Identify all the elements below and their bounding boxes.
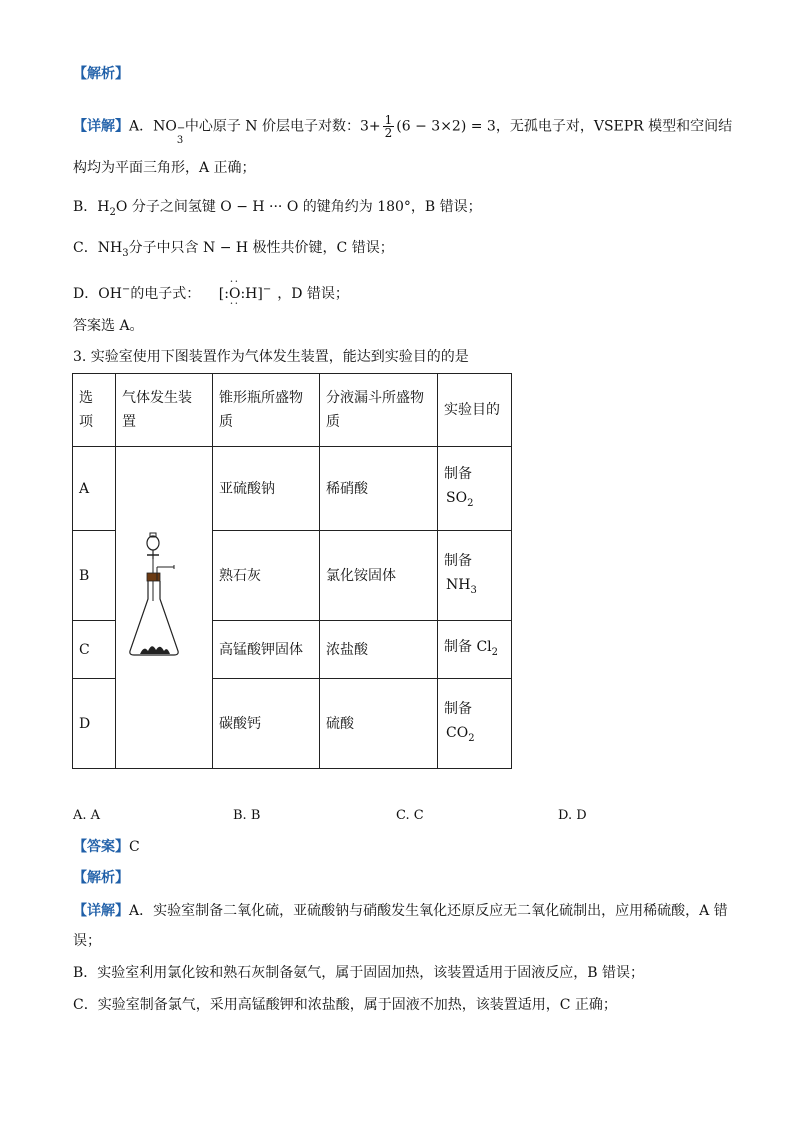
- table-row: [73, 447, 512, 531]
- water-h: H: [97, 199, 110, 215]
- hydroxide-charge: −: [121, 284, 131, 295]
- choice-d[interactable]: D. D: [558, 808, 587, 823]
- option-b-prefix: B．: [73, 199, 98, 215]
- detail-option-c: [73, 238, 394, 264]
- row-option: D: [73, 679, 116, 769]
- detail3-option-b: B．实验室利用氯化铵和熟石灰制备氨气，属于固固加热，该装置适用于固液反应，B 错误；: [73, 965, 645, 981]
- answer-heading: 【答案】: [73, 839, 129, 855]
- header-funnel: 分液漏斗所盛物 质: [320, 374, 438, 447]
- table-header-row: [73, 374, 512, 447]
- answer-statement: 答案选 A。: [73, 318, 144, 334]
- formula-oxygen: •• O ••: [229, 284, 240, 304]
- option-b-text: O 分子之间氢键 O − H ··· O 的键角约为 180°，B 错误；: [115, 199, 482, 215]
- formula-charge: −: [262, 284, 272, 295]
- answer-value: C: [129, 839, 140, 855]
- fraction-numerator: 1: [384, 113, 393, 127]
- analysis-heading: 【解析】: [73, 66, 129, 82]
- analysis-heading-2: 【解析】: [73, 870, 129, 886]
- detail3-option-a-continued: 误；: [73, 933, 101, 949]
- flask-apparatus-image: [116, 529, 212, 679]
- device-cell: [116, 447, 213, 769]
- electron-formula: [219, 286, 271, 302]
- choice-a[interactable]: A. A: [73, 808, 101, 823]
- formula-open: [:: [218, 286, 229, 302]
- formula-close: :H]: [240, 286, 263, 302]
- question-table: [72, 373, 512, 769]
- nitrate-charge: −: [176, 122, 186, 134]
- row-flask: 亚硫酸钠: [213, 447, 320, 531]
- row-flask: 碳酸钙: [213, 679, 320, 769]
- option-c-text: 分子中只含 N − H 极性共价键，C 错误；: [128, 240, 394, 256]
- row-flask: 熟石灰: [213, 531, 320, 621]
- row-flask: 高锰酸钾固体: [213, 621, 320, 679]
- row-funnel: 稀硝酸: [320, 447, 438, 531]
- header-device: 气体发生装 置: [116, 374, 213, 447]
- row-funnel: 硫酸: [320, 679, 438, 769]
- detail-option-d: [73, 280, 349, 304]
- option-c-prefix: C．: [73, 240, 98, 256]
- header-flask: 锥形瓶所盛物 质: [213, 374, 320, 447]
- row-goal: 制备 $CO_2$: [438, 679, 512, 769]
- ammonia-nh: NH: [97, 240, 123, 256]
- detail3-option-a: [73, 901, 728, 921]
- option-a-tail: ，无孤电子对，VSEPR 模型和空间结: [495, 118, 733, 135]
- detail-heading: 【详解】: [73, 118, 129, 135]
- header-option: 选 项: [73, 374, 116, 447]
- question-stem: 3. 实验室使用下图装置作为气体发生装置，能达到实验目的的是: [73, 349, 469, 365]
- expr-prefix: 3+: [360, 118, 381, 135]
- option-a-prefix: A．: [129, 118, 154, 135]
- row-goal: 制备 $Cl_2$: [438, 621, 512, 679]
- detail-option-a-continued: 构均为平面三角形，A 正确；: [73, 160, 256, 176]
- row-funnel: 浓盐酸: [320, 621, 438, 679]
- detail-option-b: [73, 197, 482, 223]
- water-subscript: 2: [109, 207, 116, 218]
- answer-line: [73, 837, 140, 857]
- nitrate-ion: NO: [153, 118, 177, 135]
- row-goal: 制备 $SO_2$: [438, 447, 512, 531]
- row-option: A: [73, 447, 116, 531]
- header-goal: 实验目的: [438, 374, 512, 447]
- row-funnel: 氯化铵固体: [320, 531, 438, 621]
- choice-b[interactable]: B. B: [233, 808, 261, 823]
- nitrate-subscript: 3: [176, 134, 184, 146]
- detail3-option-c: C．实验室制备氯气，采用高锰酸钾和浓盐酸，属于固液不加热，该装置适用，C 正确；: [73, 997, 617, 1013]
- fraction: [383, 114, 395, 139]
- ammonia-subscript: 3: [122, 248, 129, 259]
- option-d-tail: ，D 错误；: [277, 286, 349, 302]
- option-d-prefix: D．OH: [73, 286, 122, 302]
- option-d-text: 的电子式：: [130, 286, 201, 302]
- detail3-a-text: A．实验室制备二氧化硫，亚硫酸钠与硝酸发生氧化还原反应无二氧化硫制出，应用稀硫酸，A 错: [129, 903, 728, 919]
- row-goal: 制备 $NH_3$: [438, 531, 512, 621]
- choice-c[interactable]: C. C: [396, 808, 424, 823]
- fraction-denominator: 2: [384, 126, 393, 140]
- detail-heading-2: 【详解】: [73, 903, 129, 919]
- row-option: C: [73, 621, 116, 679]
- detail-option-a: [73, 113, 733, 146]
- expr-paren: (6 − 3×2) = 3: [396, 118, 496, 135]
- row-option: B: [73, 531, 116, 621]
- option-a-text: 中心原子 N 价层电子对数：: [184, 118, 361, 135]
